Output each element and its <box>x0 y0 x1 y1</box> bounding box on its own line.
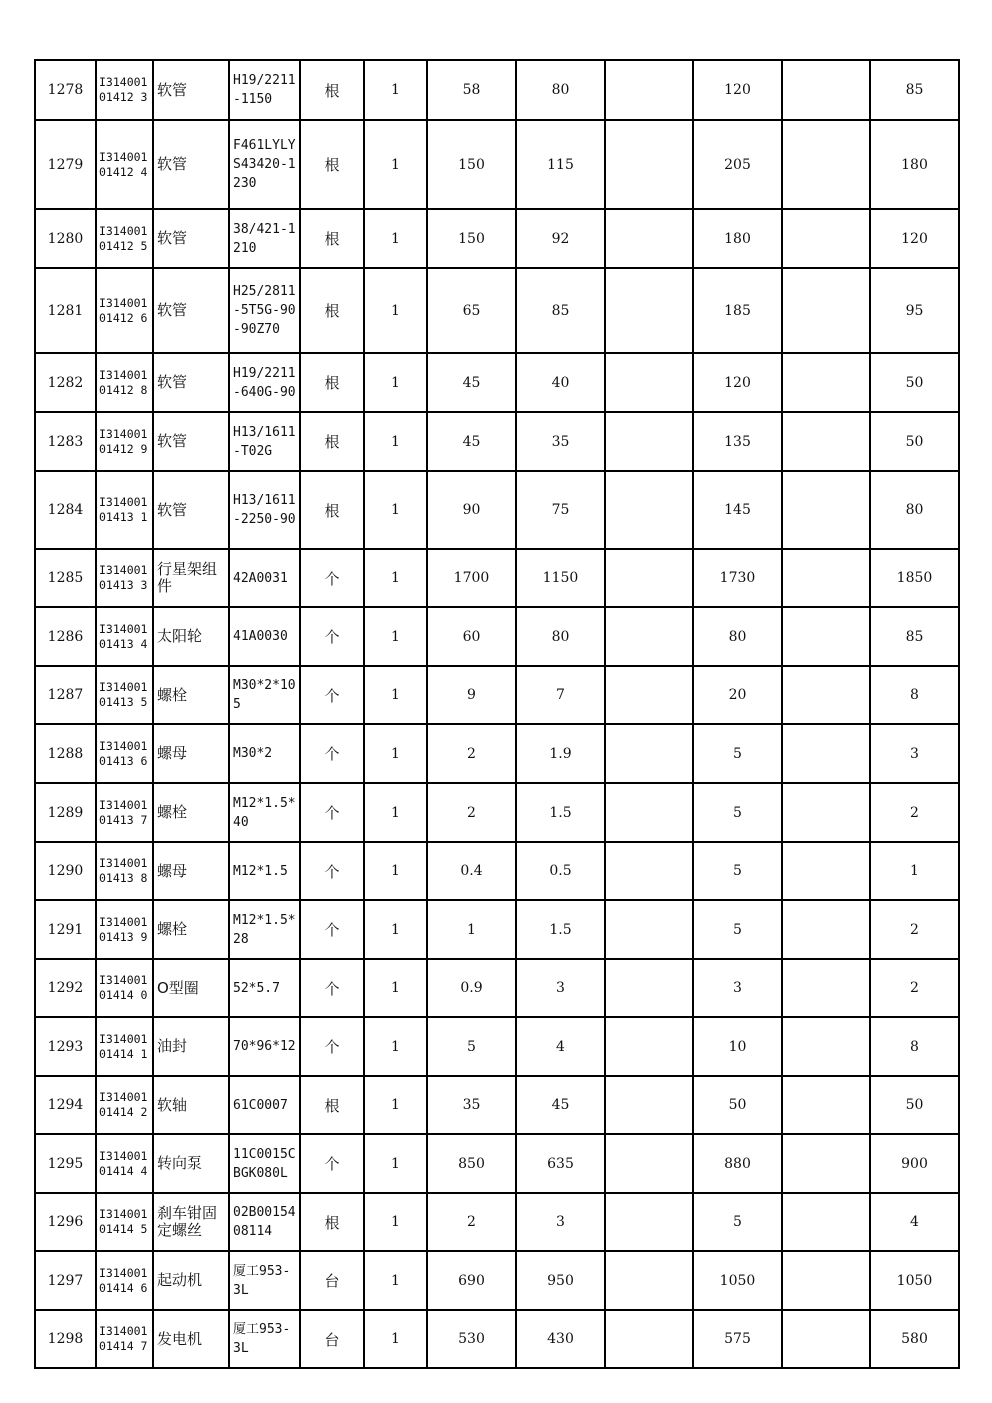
part-name-cell: 软管 <box>153 471 229 549</box>
price-3-cell <box>605 959 693 1017</box>
part-name-cell: 软管 <box>153 209 229 268</box>
price-2-cell: 35 <box>516 412 605 471</box>
material-code-cell: I31400101414 4 <box>96 1134 153 1193</box>
part-spec-cell: M30*2*105 <box>229 666 300 724</box>
row-number-cell: 1285 <box>35 549 96 607</box>
part-spec-cell: 02B0015408114 <box>229 1193 300 1251</box>
material-code-cell: I31400101412 4 <box>96 120 153 209</box>
price-4-cell: 80 <box>693 607 782 666</box>
price-5-cell <box>782 1134 870 1193</box>
price-2-cell: 85 <box>516 268 605 353</box>
unit-cell: 根 <box>300 1193 364 1251</box>
quantity-cell: 1 <box>364 471 427 549</box>
price-3-cell <box>605 607 693 666</box>
part-spec-cell: M12*1.5*40 <box>229 783 300 842</box>
unit-cell: 台 <box>300 1310 364 1368</box>
price-6-cell: 4 <box>870 1193 959 1251</box>
part-spec-cell: 61C0007 <box>229 1076 300 1134</box>
price-3-cell <box>605 1251 693 1310</box>
price-4-cell: 575 <box>693 1310 782 1368</box>
quantity-cell: 1 <box>364 412 427 471</box>
part-spec-cell: M12*1.5*28 <box>229 900 300 959</box>
part-name-cell: 发电机 <box>153 1310 229 1368</box>
material-code-cell: I31400101413 9 <box>96 900 153 959</box>
table-row <box>35 607 959 666</box>
row-number-cell: 1288 <box>35 724 96 783</box>
parts-table <box>34 59 960 1369</box>
part-name-cell: 螺母 <box>153 842 229 900</box>
table-row <box>35 1251 959 1310</box>
part-spec-cell: 70*96*12 <box>229 1017 300 1076</box>
price-1-cell: 65 <box>427 268 516 353</box>
row-number-cell: 1295 <box>35 1134 96 1193</box>
unit-cell: 根 <box>300 412 364 471</box>
row-number-cell: 1292 <box>35 959 96 1017</box>
row-number-cell: 1291 <box>35 900 96 959</box>
unit-cell: 根 <box>300 1076 364 1134</box>
quantity-cell: 1 <box>364 900 427 959</box>
price-1-cell: 35 <box>427 1076 516 1134</box>
price-5-cell <box>782 724 870 783</box>
row-number-cell: 1298 <box>35 1310 96 1368</box>
part-spec-cell: 厦工953-3L <box>229 1310 300 1368</box>
row-number-cell: 1284 <box>35 471 96 549</box>
price-1-cell: 690 <box>427 1251 516 1310</box>
table-row <box>35 959 959 1017</box>
price-4-cell: 205 <box>693 120 782 209</box>
price-5-cell <box>782 1310 870 1368</box>
price-4-cell: 180 <box>693 209 782 268</box>
price-2-cell: 7 <box>516 666 605 724</box>
unit-cell: 个 <box>300 1017 364 1076</box>
price-5-cell <box>782 900 870 959</box>
price-6-cell: 50 <box>870 1076 959 1134</box>
price-3-cell <box>605 209 693 268</box>
price-1-cell: 850 <box>427 1134 516 1193</box>
price-5-cell <box>782 1251 870 1310</box>
price-2-cell: 75 <box>516 471 605 549</box>
part-name-cell: 螺栓 <box>153 783 229 842</box>
part-name-cell: 螺栓 <box>153 900 229 959</box>
row-number-cell: 1293 <box>35 1017 96 1076</box>
material-code-cell: I31400101413 4 <box>96 607 153 666</box>
unit-cell: 根 <box>300 209 364 268</box>
material-code-cell: I31400101413 1 <box>96 471 153 549</box>
price-3-cell <box>605 268 693 353</box>
table-row <box>35 1193 959 1251</box>
part-name-cell: 软管 <box>153 120 229 209</box>
price-5-cell <box>782 842 870 900</box>
unit-cell: 根 <box>300 120 364 209</box>
price-5-cell <box>782 607 870 666</box>
table-row <box>35 1310 959 1368</box>
price-5-cell <box>782 471 870 549</box>
price-1-cell: 0.9 <box>427 959 516 1017</box>
unit-cell: 个 <box>300 724 364 783</box>
price-6-cell: 2 <box>870 959 959 1017</box>
unit-cell: 个 <box>300 607 364 666</box>
price-1-cell: 150 <box>427 120 516 209</box>
part-name-cell: 行星架组件 <box>153 549 229 607</box>
price-1-cell: 530 <box>427 1310 516 1368</box>
unit-cell: 根 <box>300 353 364 412</box>
quantity-cell: 1 <box>364 1017 427 1076</box>
part-name-cell: 起动机 <box>153 1251 229 1310</box>
part-name-cell: 螺母 <box>153 724 229 783</box>
price-6-cell: 50 <box>870 412 959 471</box>
table-row <box>35 120 959 209</box>
quantity-cell: 1 <box>364 268 427 353</box>
part-spec-cell: 41A0030 <box>229 607 300 666</box>
part-name-cell: 转向泵 <box>153 1134 229 1193</box>
quantity-cell: 1 <box>364 1251 427 1310</box>
row-number-cell: 1278 <box>35 60 96 120</box>
price-6-cell: 120 <box>870 209 959 268</box>
price-2-cell: 635 <box>516 1134 605 1193</box>
price-5-cell <box>782 666 870 724</box>
price-1-cell: 45 <box>427 353 516 412</box>
quantity-cell: 1 <box>364 60 427 120</box>
quantity-cell: 1 <box>364 1076 427 1134</box>
price-6-cell: 8 <box>870 666 959 724</box>
price-4-cell: 20 <box>693 666 782 724</box>
row-number-cell: 1283 <box>35 412 96 471</box>
price-3-cell <box>605 783 693 842</box>
unit-cell: 个 <box>300 666 364 724</box>
price-5-cell <box>782 1076 870 1134</box>
part-name-cell: 太阳轮 <box>153 607 229 666</box>
quantity-cell: 1 <box>364 959 427 1017</box>
price-4-cell: 135 <box>693 412 782 471</box>
part-spec-cell: H25/2811-5T5G-90-90Z70 <box>229 268 300 353</box>
price-4-cell: 5 <box>693 1193 782 1251</box>
price-2-cell: 1150 <box>516 549 605 607</box>
price-3-cell <box>605 471 693 549</box>
quantity-cell: 1 <box>364 666 427 724</box>
table-row <box>35 549 959 607</box>
price-4-cell: 120 <box>693 353 782 412</box>
price-3-cell <box>605 1134 693 1193</box>
price-3-cell <box>605 1193 693 1251</box>
price-2-cell: 950 <box>516 1251 605 1310</box>
price-2-cell: 4 <box>516 1017 605 1076</box>
part-spec-cell: H19/2211-640G-90 <box>229 353 300 412</box>
price-3-cell <box>605 120 693 209</box>
row-number-cell: 1279 <box>35 120 96 209</box>
price-4-cell: 10 <box>693 1017 782 1076</box>
price-1-cell: 150 <box>427 209 516 268</box>
unit-cell: 个 <box>300 959 364 1017</box>
price-3-cell <box>605 1017 693 1076</box>
price-5-cell <box>782 353 870 412</box>
price-3-cell <box>605 1076 693 1134</box>
price-4-cell: 145 <box>693 471 782 549</box>
quantity-cell: 1 <box>364 549 427 607</box>
price-3-cell <box>605 60 693 120</box>
price-2-cell: 80 <box>516 60 605 120</box>
unit-cell: 根 <box>300 60 364 120</box>
quantity-cell: 1 <box>364 120 427 209</box>
price-2-cell: 92 <box>516 209 605 268</box>
material-code-cell: I31400101414 2 <box>96 1076 153 1134</box>
part-spec-cell: H19/2211-1150 <box>229 60 300 120</box>
price-5-cell <box>782 783 870 842</box>
price-3-cell <box>605 412 693 471</box>
price-6-cell: 1050 <box>870 1251 959 1310</box>
price-2-cell: 3 <box>516 1193 605 1251</box>
price-6-cell: 85 <box>870 607 959 666</box>
material-code-cell: I31400101414 6 <box>96 1251 153 1310</box>
table-row <box>35 783 959 842</box>
part-spec-cell: M12*1.5 <box>229 842 300 900</box>
quantity-cell: 1 <box>364 1134 427 1193</box>
part-spec-cell: 厦工953-3L <box>229 1251 300 1310</box>
part-name-cell: 刹车钳固定螺丝 <box>153 1193 229 1251</box>
price-6-cell: 900 <box>870 1134 959 1193</box>
part-spec-cell: 38/421-1210 <box>229 209 300 268</box>
price-3-cell <box>605 1310 693 1368</box>
price-3-cell <box>605 353 693 412</box>
material-code-cell: I31400101413 7 <box>96 783 153 842</box>
price-1-cell: 2 <box>427 1193 516 1251</box>
material-code-cell: I31400101414 1 <box>96 1017 153 1076</box>
material-code-cell: I31400101412 9 <box>96 412 153 471</box>
price-5-cell <box>782 959 870 1017</box>
material-code-cell: I31400101414 5 <box>96 1193 153 1251</box>
material-code-cell: I31400101413 3 <box>96 549 153 607</box>
price-3-cell <box>605 842 693 900</box>
table-row <box>35 666 959 724</box>
unit-cell: 台 <box>300 1251 364 1310</box>
material-code-cell: I31400101414 7 <box>96 1310 153 1368</box>
price-6-cell: 3 <box>870 724 959 783</box>
price-1-cell: 9 <box>427 666 516 724</box>
price-1-cell: 45 <box>427 412 516 471</box>
part-name-cell: O型圈 <box>153 959 229 1017</box>
price-4-cell: 5 <box>693 783 782 842</box>
table-row <box>35 268 959 353</box>
part-name-cell: 软管 <box>153 60 229 120</box>
price-2-cell: 45 <box>516 1076 605 1134</box>
material-code-cell: I31400101414 0 <box>96 959 153 1017</box>
part-name-cell: 软管 <box>153 353 229 412</box>
price-4-cell: 3 <box>693 959 782 1017</box>
table-row <box>35 471 959 549</box>
price-5-cell <box>782 1193 870 1251</box>
price-3-cell <box>605 666 693 724</box>
table-row <box>35 209 959 268</box>
table-row <box>35 1076 959 1134</box>
price-2-cell: 1.5 <box>516 900 605 959</box>
unit-cell: 个 <box>300 783 364 842</box>
price-6-cell: 180 <box>870 120 959 209</box>
table-row <box>35 60 959 120</box>
price-2-cell: 115 <box>516 120 605 209</box>
row-number-cell: 1290 <box>35 842 96 900</box>
price-4-cell: 185 <box>693 268 782 353</box>
price-4-cell: 50 <box>693 1076 782 1134</box>
price-4-cell: 1050 <box>693 1251 782 1310</box>
part-spec-cell: 52*5.7 <box>229 959 300 1017</box>
price-6-cell: 2 <box>870 900 959 959</box>
price-6-cell: 580 <box>870 1310 959 1368</box>
unit-cell: 个 <box>300 900 364 959</box>
price-1-cell: 90 <box>427 471 516 549</box>
unit-cell: 个 <box>300 842 364 900</box>
price-1-cell: 5 <box>427 1017 516 1076</box>
material-code-cell: I31400101412 6 <box>96 268 153 353</box>
price-6-cell: 1850 <box>870 549 959 607</box>
material-code-cell: I31400101412 3 <box>96 60 153 120</box>
quantity-cell: 1 <box>364 209 427 268</box>
part-spec-cell: H13/1611-T02G <box>229 412 300 471</box>
row-number-cell: 1289 <box>35 783 96 842</box>
row-number-cell: 1286 <box>35 607 96 666</box>
material-code-cell: I31400101412 8 <box>96 353 153 412</box>
price-5-cell <box>782 268 870 353</box>
part-name-cell: 软管 <box>153 412 229 471</box>
table-row <box>35 900 959 959</box>
price-4-cell: 5 <box>693 724 782 783</box>
part-spec-cell: M30*2 <box>229 724 300 783</box>
row-number-cell: 1296 <box>35 1193 96 1251</box>
table-row <box>35 1017 959 1076</box>
price-5-cell <box>782 412 870 471</box>
table-row <box>35 412 959 471</box>
price-6-cell: 50 <box>870 353 959 412</box>
price-6-cell: 85 <box>870 60 959 120</box>
price-6-cell: 1 <box>870 842 959 900</box>
price-2-cell: 430 <box>516 1310 605 1368</box>
price-1-cell: 2 <box>427 724 516 783</box>
table-row <box>35 724 959 783</box>
price-5-cell <box>782 120 870 209</box>
price-1-cell: 60 <box>427 607 516 666</box>
row-number-cell: 1294 <box>35 1076 96 1134</box>
table-row <box>35 842 959 900</box>
material-code-cell: I31400101412 5 <box>96 209 153 268</box>
price-2-cell: 0.5 <box>516 842 605 900</box>
price-4-cell: 5 <box>693 842 782 900</box>
material-code-cell: I31400101413 8 <box>96 842 153 900</box>
price-3-cell <box>605 900 693 959</box>
row-number-cell: 1281 <box>35 268 96 353</box>
part-name-cell: 软轴 <box>153 1076 229 1134</box>
part-spec-cell: 42A0031 <box>229 549 300 607</box>
table-row <box>35 1134 959 1193</box>
material-code-cell: I31400101413 5 <box>96 666 153 724</box>
quantity-cell: 1 <box>364 607 427 666</box>
price-5-cell <box>782 60 870 120</box>
price-5-cell <box>782 209 870 268</box>
price-2-cell: 40 <box>516 353 605 412</box>
price-4-cell: 880 <box>693 1134 782 1193</box>
price-4-cell: 120 <box>693 60 782 120</box>
price-3-cell <box>605 724 693 783</box>
quantity-cell: 1 <box>364 1193 427 1251</box>
table-body <box>35 60 959 1368</box>
price-1-cell: 58 <box>427 60 516 120</box>
price-3-cell <box>605 549 693 607</box>
row-number-cell: 1297 <box>35 1251 96 1310</box>
quantity-cell: 1 <box>364 783 427 842</box>
quantity-cell: 1 <box>364 353 427 412</box>
price-4-cell: 1730 <box>693 549 782 607</box>
unit-cell: 个 <box>300 549 364 607</box>
part-spec-cell: 11C0015CBGK080L <box>229 1134 300 1193</box>
row-number-cell: 1280 <box>35 209 96 268</box>
row-number-cell: 1282 <box>35 353 96 412</box>
quantity-cell: 1 <box>364 1310 427 1368</box>
row-number-cell: 1287 <box>35 666 96 724</box>
price-2-cell: 1.9 <box>516 724 605 783</box>
price-1-cell: 0.4 <box>427 842 516 900</box>
material-code-cell: I31400101413 6 <box>96 724 153 783</box>
price-4-cell: 5 <box>693 900 782 959</box>
unit-cell: 个 <box>300 1134 364 1193</box>
price-5-cell <box>782 549 870 607</box>
price-6-cell: 95 <box>870 268 959 353</box>
price-2-cell: 3 <box>516 959 605 1017</box>
price-1-cell: 1 <box>427 900 516 959</box>
table-row <box>35 353 959 412</box>
price-6-cell: 80 <box>870 471 959 549</box>
part-spec-cell: H13/1611-2250-90 <box>229 471 300 549</box>
price-6-cell: 8 <box>870 1017 959 1076</box>
part-name-cell: 油封 <box>153 1017 229 1076</box>
price-2-cell: 80 <box>516 607 605 666</box>
quantity-cell: 1 <box>364 724 427 783</box>
part-spec-cell: F461LYLYS43420-1230 <box>229 120 300 209</box>
price-6-cell: 2 <box>870 783 959 842</box>
price-2-cell: 1.5 <box>516 783 605 842</box>
price-1-cell: 1700 <box>427 549 516 607</box>
part-name-cell: 螺栓 <box>153 666 229 724</box>
price-1-cell: 2 <box>427 783 516 842</box>
unit-cell: 根 <box>300 471 364 549</box>
price-5-cell <box>782 1017 870 1076</box>
unit-cell: 根 <box>300 268 364 353</box>
quantity-cell: 1 <box>364 842 427 900</box>
part-name-cell: 软管 <box>153 268 229 353</box>
